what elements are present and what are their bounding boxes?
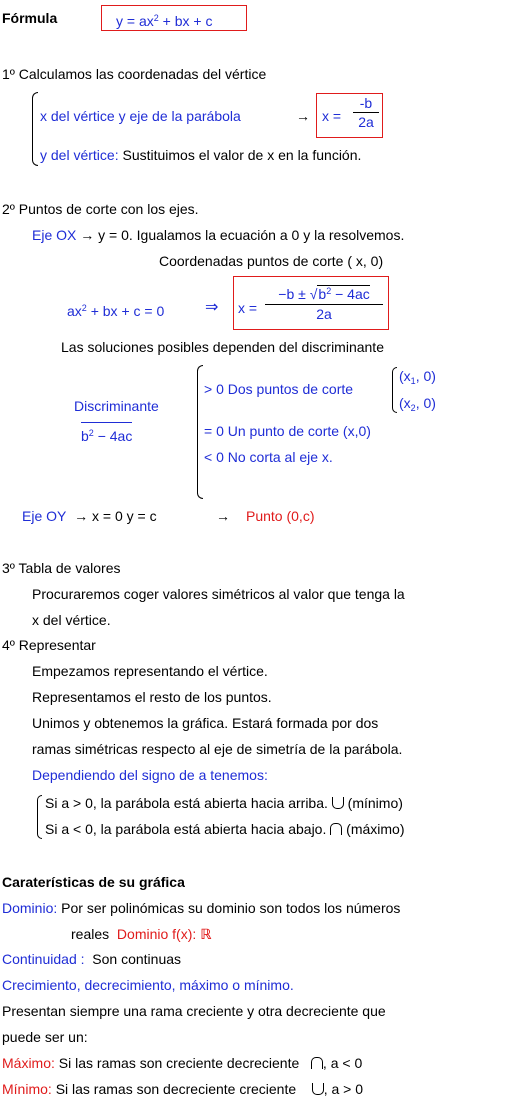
case-gt: > 0 Dos puntos de corte [204, 381, 354, 397]
case-lt: < 0 No corta al eje x. [204, 449, 333, 465]
step4-title: 4º Representar [2, 637, 96, 653]
implies-icon: ⇒ [205, 299, 219, 316]
vertex-brace [32, 92, 38, 166]
eje-oy-line: Eje OY → x = 0 y = c [22, 508, 157, 524]
coord-text: Coordenadas puntos de corte ( x, 0) [159, 253, 384, 269]
step1-title: 1º Calculamos las coordenadas del vértice [2, 66, 267, 82]
oy-point: Punto (0,c) [246, 508, 315, 524]
crecimiento-label: Crecimiento, decrecimiento, máximo o mínimo. [2, 977, 294, 993]
root-x2: ($x_2$, 0) [399, 395, 436, 413]
minimo-line: Mínimo: Si las ramas son decreciente creciente , a > 0 [2, 1081, 364, 1097]
quad-x-eq: x = [238, 300, 258, 316]
formula-label: Fórmula [2, 10, 58, 26]
vertex-fraction: -b 2a [353, 95, 379, 130]
quadratic-eq: $ax^2$ + bx + c = 0 [67, 303, 165, 319]
eje-ox-line: Eje OX → y = 0. Igualamos la ecuación a 0 y la resolvemos. [32, 227, 405, 243]
formula-equation: $y = ax^2$ + bx + c [116, 13, 213, 29]
oy-arrow-icon: → [216, 508, 230, 524]
root-x1: ($x_1$, 0) [399, 368, 436, 386]
cap-icon [330, 823, 342, 835]
dominio-line2: reales Dominio f(x): ℝ [71, 926, 212, 942]
discriminant-intro: Las soluciones posibles dependen del discriminante [61, 339, 384, 355]
step4-line1: Empezamos representando el vértice. [32, 663, 268, 679]
reals-icon: ℝ [200, 926, 212, 942]
crecimiento-text2: puede ser un: [2, 1029, 88, 1045]
discriminant-expr: $b^2 - 4ac$ [81, 422, 132, 445]
props-title: Caraterísticas de su gráfica [2, 874, 185, 890]
arrow-icon: → [296, 108, 310, 124]
maximo-line: Máximo: Si las ramas son creciente decreciente , a < 0 [2, 1055, 363, 1071]
discriminant-label: Discriminante [74, 398, 159, 414]
step4-line5: Dependiendo del signo de a tenemos: [32, 767, 268, 783]
step2-title: 2º Puntos de corte con los ejes. [2, 201, 199, 217]
step4-line3: Unimos y obtenemos la gráfica. Estará formada por dos [32, 715, 379, 731]
step3-line1: Procuraremos coger valores simétricos al valor que tenga la [32, 586, 405, 602]
quadratic-fraction: $-b \pm √b^2 - 4ac$ 2a [265, 283, 383, 323]
cup-icon [312, 1083, 324, 1095]
discriminant-brace [197, 365, 203, 499]
case-a-negative: Si a < 0, la parábola está abierta hacia abajo. (máximo) [45, 821, 405, 837]
step3-line2: x del vértice. [32, 612, 111, 628]
step3-title: 3º Tabla de valores [2, 560, 121, 576]
vertex-y-line: y del vértice: Sustituimos el valor de x en la función. [40, 147, 362, 163]
continuidad-line: Continuidad : Son continuas [2, 951, 182, 967]
crecimiento-text1: Presentan siempre una rama creciente y otra decreciente que [2, 1003, 386, 1019]
step4-line2: Representamos el resto de los puntos. [32, 689, 272, 705]
sign-brace [37, 795, 42, 839]
case-eq: = 0 Un punto de corte (x,0) [204, 423, 371, 439]
step4-line4: ramas simétricas respecto al eje de simetría de la parábola. [32, 741, 403, 757]
cup-icon [332, 797, 344, 809]
dominio-line: Dominio: Por ser polinómicas su dominio son todos los números [2, 900, 401, 916]
roots-brace [392, 367, 397, 413]
cap-icon [311, 1057, 323, 1069]
vertex-x-eq: x = [322, 108, 342, 124]
case-a-positive: Si a > 0, la parábola está abierta hacia arriba. (mínimo) [45, 795, 403, 811]
vertex-x-label: x del vértice y eje de la parábola [40, 108, 241, 124]
